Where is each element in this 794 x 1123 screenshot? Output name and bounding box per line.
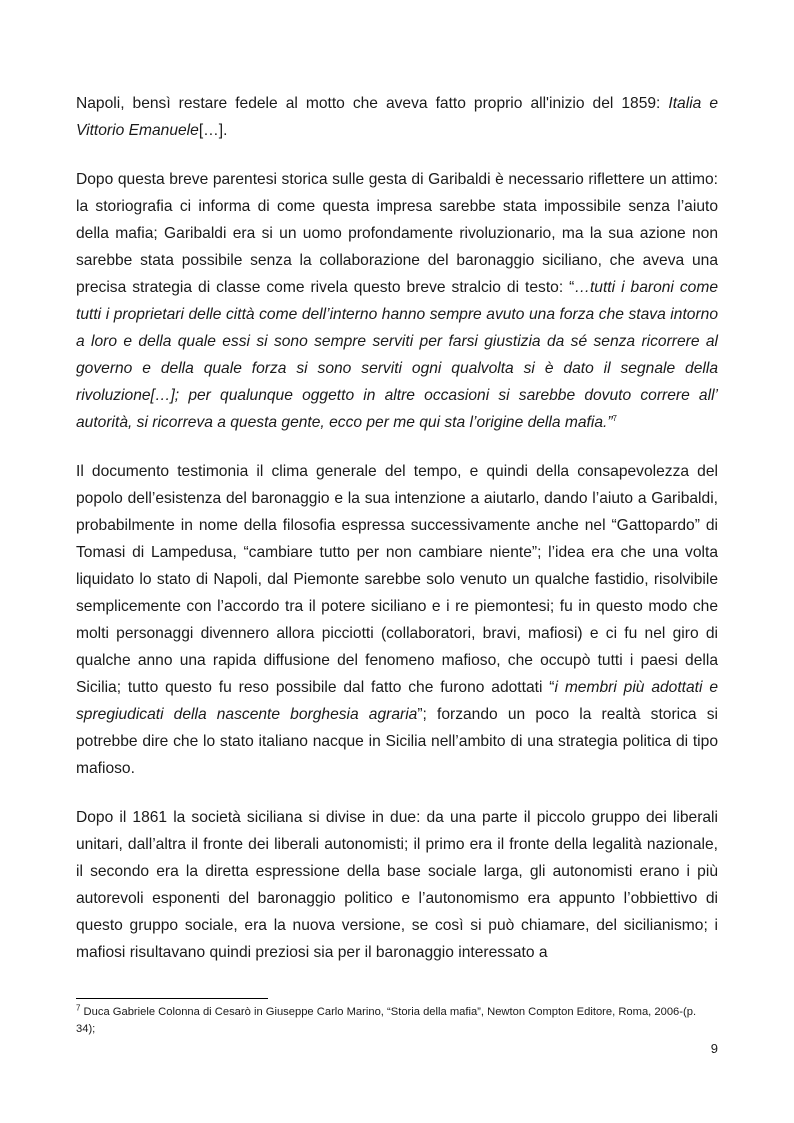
paragraph-1-text: Napoli, bensì restare fedele al motto che aveva fatto proprio all'inizio del 1859: [76,95,669,112]
paragraph-2-quote: …tutti i baroni come tutti i proprietari delle città come dell’interno hanno sempre avuto una forza che stava intorno a loro e della quale essi si sono sempre serviti per farsi giustizia da sé senza ricorrere al governo e della quale forza si sono serviti ogni qualvolta si è dato il segnale della rivoluzione[…]; per qualunque oggetto in altre occasioni si sarebbe dovuto correre all’ autorità, si ricorreva a questa gente, ecco per me qui sta l’origine della mafia.” [76,279,719,431]
paragraph-4 [76,804,718,966]
paragraph-1 [76,90,718,144]
footnote [76,1004,718,1038]
footnote-separator [76,998,268,999]
paragraph-2-text: Dopo questa breve parentesi storica sulle gesta di Garibaldi è necessario riflettere un attimo: la storiografia ci informa di come questa impresa sarebbe stata impossibile senza l’aiuto della mafia; Garibaldi era si un uomo profondamente rivoluzionario, ma la sua azione non sarebbe stata possibile senza la collaborazione del baronaggio siciliano, che aveva una precisa strategia di classe come rivela questo breve stralcio di testo: “ [76,171,718,296]
paragraph-3-text: Il documento testimonia il clima generale del tempo, e quindi della consapevolezza del popolo dell’esistenza del baronaggio e la sua intenzione a aiutarlo, dando l’aiuto a Garibaldi, probabilmente in nome della filosofia espressa successivamente anche nel “Gattopardo” di Tomasi di Lampedusa, “cambiare tutto per non cambiare niente”; l’idea era che una volta liquidato lo stato di Napoli, dal Piemonte sarebbe solo venuto un qualche fastidio, risolvibile semplicemente con l’accordo tra il potere siciliano e i re piemontesi; fu in questo modo che molti personaggi divennero allora picciotti (collaboratori, bravi, mafiosi) e ci fu nel giro di qualche anno una rapida diffusione del fenomeno mafioso, che occupò tutti i paesi della Sicilia; tutto questo fu reso possibile dal fatto che furono adottati “ [76,463,718,696]
paragraph-2 [76,166,718,436]
paragraph-3 [76,458,718,782]
paragraph-4-text: Dopo il 1861 la società siciliana si divise in due: da una parte il piccolo gruppo dei liberali unitari, dall’altra il fronte dei liberali autonomisti; il primo era il fronte della legalità nazionale, il secondo era la diretta espressione della base sociale larga, gli autonomisti erano i più autorevoli esponenti del baronaggio politico e l’autonomismo era appunto l’obbiettivo di questo gruppo sociale, era la nuova versione, se così si può chiamare, del sicilianismo; i mafiosi risultavano quindi preziosi sia per il baronaggio interessato a [76,809,718,961]
paragraph-1-italic: Italia e Vittorio Emanuele [76,95,718,139]
footnote-number: 7 [76,1003,81,1013]
paragraph-3-end: ”; forzando un poco la realtà storica si potrebbe dire che lo stato italiano nacque in Sicilia nell’ambito di una strategia politica di tipo mafioso. [76,706,718,777]
paragraph-1-end: […]. [198,122,228,139]
footnote-reference[interactable]: 7 [612,413,617,423]
paragraph-3-italic: i membri più adottati e spregiudicati della nascente borghesia agraria [76,679,718,723]
footnote-text: Duca Gabriele Colonna di Cesarò in Giuseppe Carlo Marino, “Storia della mafia”, Newton Compton Editore, Roma, 2006-(p. 34); [76,1006,697,1035]
page-number: 9 [710,1041,718,1056]
